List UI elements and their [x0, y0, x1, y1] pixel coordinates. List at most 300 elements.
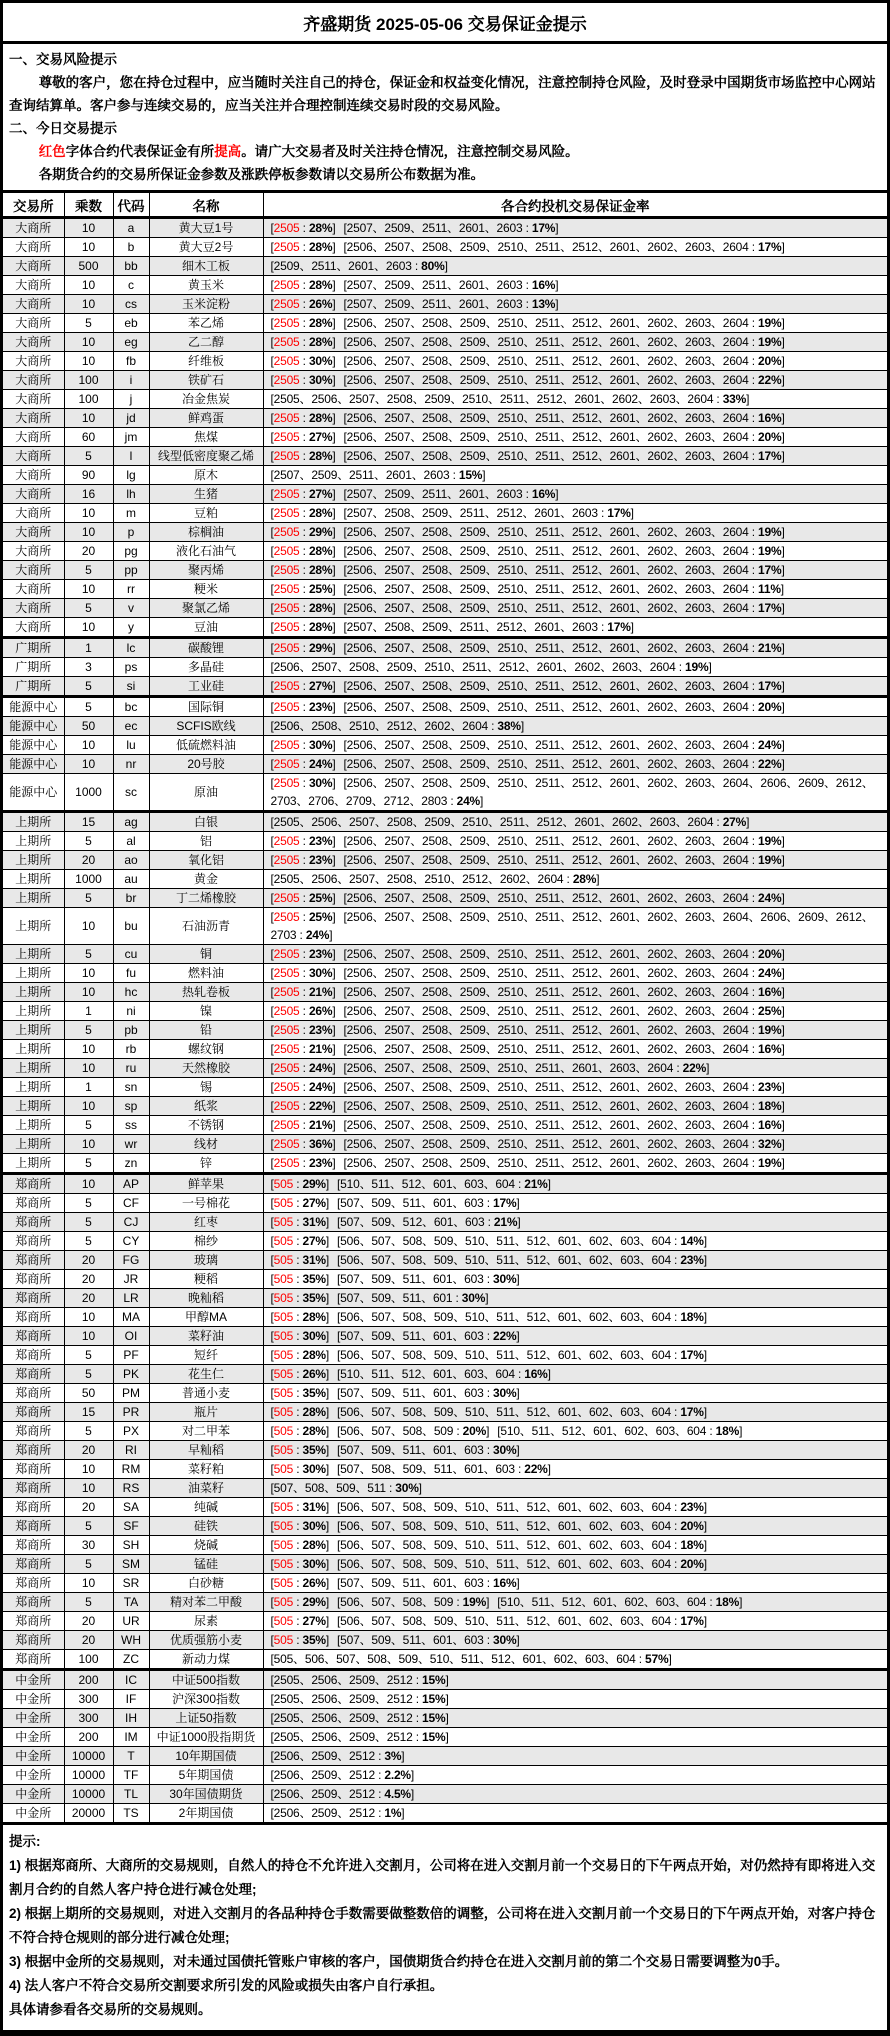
cell-margin-rates [263, 523, 887, 542]
raised-contract-code: 2505 [273, 1137, 300, 1151]
cell-name: SCFIS欧线 [149, 717, 263, 736]
raised-contract-code: 505 [273, 1310, 294, 1324]
margin-percentage: 80% [421, 259, 445, 273]
raised-contract-code: 2505 [273, 1042, 300, 1056]
rate-segment: [505 : 30%] [270, 1329, 330, 1343]
cell-multiplier: 300 [64, 1690, 113, 1709]
cell-code: ps [113, 658, 149, 677]
margin-percentage: 27% [302, 1196, 326, 1210]
table-row [3, 677, 887, 697]
cell-name: 硅铁 [149, 1517, 263, 1536]
rate-segment: [2507、2509、2511、2601、2603 : 17%] [343, 221, 559, 235]
cell-multiplier: 10 [64, 1460, 113, 1479]
red-line-middle: 字体合约代表保证金有所 [65, 144, 215, 159]
rate-segment: [505 : 27%] [270, 1234, 330, 1248]
cell-name: 纸浆 [149, 1097, 263, 1116]
raised-contract-code: 505 [273, 1595, 294, 1609]
rate-segment: [2505 : 28%] [270, 601, 336, 615]
cell-margin-rates [263, 1251, 887, 1270]
rate-segment: [2505 : 29%] [270, 641, 336, 655]
raised-contract-code: 2505 [273, 544, 300, 558]
table-row [3, 1154, 887, 1174]
rate-segment: [2506、2507、2508、2509、2510、2511、2512、2601、2602、2603、2604 : 19%] [343, 853, 785, 867]
table-row [3, 870, 887, 889]
cell-exchange: 大商所 [3, 257, 64, 276]
margin-percentage: 28% [302, 1405, 326, 1419]
page-title: 齐盛期货 2025-05-06 交易保证金提示 [3, 3, 887, 44]
cell-exchange: 郑商所 [3, 1460, 64, 1479]
rate-segment: [2505、2506、2509、2512 : 15%] [270, 1673, 449, 1687]
cell-margin-rates [263, 1517, 887, 1536]
cell-code: TL [113, 1785, 149, 1804]
cell-code: pb [113, 1021, 149, 1040]
cell-margin-rates [263, 870, 887, 889]
table-row [3, 1289, 887, 1308]
margin-percentage: 21% [758, 641, 782, 655]
rate-segment: [2505、2506、2509、2512 : 15%] [270, 1711, 449, 1725]
margin-percentage: 1% [384, 1806, 402, 1820]
cell-multiplier: 5 [64, 447, 113, 466]
rate-segment: [2505 : 27%] [270, 679, 336, 693]
table-row [3, 1116, 887, 1135]
cell-exchange: 大商所 [3, 333, 64, 352]
cell-code: CJ [113, 1213, 149, 1232]
table-row [3, 409, 887, 428]
table-row [3, 717, 887, 736]
margin-percentage: 28% [572, 872, 597, 886]
cell-exchange: 上期所 [3, 1154, 64, 1174]
margin-percentage: 15% [422, 1730, 446, 1744]
margin-percentage: 17% [680, 1405, 704, 1419]
cell-code: ru [113, 1059, 149, 1078]
cell-multiplier: 10 [64, 523, 113, 542]
rate-segment: [507、509、511、601、603 : 30%] [337, 1633, 520, 1647]
cell-margin-rates [263, 889, 887, 908]
cell-exchange: 大商所 [3, 371, 64, 390]
cell-margin-rates [263, 1804, 887, 1824]
margin-percentage: 17% [758, 563, 782, 577]
table-row [3, 1574, 887, 1593]
cell-name: 石油沥青 [149, 908, 263, 945]
cell-exchange: 上期所 [3, 889, 64, 908]
table-row [3, 964, 887, 983]
rate-segment: [2505 : 26%] [270, 297, 336, 311]
rate-segment: [2505 : 23%] [270, 834, 336, 848]
cell-multiplier: 20 [64, 1251, 113, 1270]
cell-multiplier: 10 [64, 218, 113, 238]
cell-margin-rates [263, 580, 887, 599]
margin-percentage: 25% [308, 582, 333, 596]
table-row [3, 1631, 887, 1650]
rate-segment: [2507、2509、2511、2601、2603 : 16%] [343, 487, 559, 501]
cell-code: sc [113, 774, 149, 812]
rate-segment: [507、509、511、601、603 : 30%] [337, 1272, 520, 1286]
cell-exchange: 上期所 [3, 1021, 64, 1040]
cell-multiplier: 50 [64, 1384, 113, 1403]
cell-code: T [113, 1747, 149, 1766]
margin-percentage: 28% [302, 1538, 326, 1552]
margin-percentage: 35% [302, 1291, 326, 1305]
cell-code: si [113, 677, 149, 697]
margin-percentage: 18% [758, 1099, 782, 1113]
rate-segment: [2506、2507、2508、2509、2510、2511、2512、2601、2602、2603、2604 : 25%] [343, 1004, 785, 1018]
cell-code: pp [113, 561, 149, 580]
margin-percentage: 16% [758, 985, 782, 999]
margin-percentage: 18% [715, 1595, 740, 1609]
margin-percentage: 24% [456, 794, 481, 808]
margin-percentage: 26% [308, 297, 333, 311]
cell-exchange: 郑商所 [3, 1422, 64, 1441]
rate-segment: [2505 : 28%] [270, 506, 336, 520]
cell-margin-rates [263, 390, 887, 409]
cell-exchange: 能源中心 [3, 774, 64, 812]
raised-contract-code: 2505 [273, 449, 300, 463]
cell-name: 白银 [149, 812, 263, 832]
rate-segment: [2505 : 28%] [270, 620, 336, 634]
cell-name: 铜 [149, 945, 263, 964]
margin-percentage: 19% [685, 660, 709, 674]
cell-margin-rates [263, 1174, 887, 1194]
rate-segment: [505 : 30%] [270, 1557, 330, 1571]
cell-code: OI [113, 1327, 149, 1346]
cell-name: 焦煤 [149, 428, 263, 447]
cell-code: al [113, 832, 149, 851]
rate-segment: [2505 : 28%] [270, 221, 336, 235]
rate-segment: [2505 : 30%] [270, 966, 336, 980]
cell-multiplier: 10 [64, 295, 113, 314]
cell-code: WH [113, 1631, 149, 1650]
cell-exchange: 能源中心 [3, 736, 64, 755]
margin-percentage: 22% [308, 1099, 333, 1113]
cell-multiplier: 5 [64, 314, 113, 333]
margin-percentage: 23% [308, 853, 333, 867]
cell-exchange: 郑商所 [3, 1441, 64, 1460]
rate-segment: [506、507、508、509、510、511、512、601、602、603、604 : 17%] [337, 1405, 707, 1419]
cell-multiplier: 10 [64, 1059, 113, 1078]
cell-margin-rates [263, 1308, 887, 1327]
cell-name: 粳米 [149, 580, 263, 599]
raised-contract-code: 2505 [273, 985, 300, 999]
cell-code: sp [113, 1097, 149, 1116]
cell-name: 纤维板 [149, 352, 263, 371]
cell-multiplier: 60 [64, 428, 113, 447]
cell-exchange: 能源中心 [3, 755, 64, 774]
margin-percentage: 22% [758, 757, 782, 771]
margin-percentage: 17% [758, 679, 782, 693]
cell-margin-rates [263, 504, 887, 523]
cell-multiplier: 5 [64, 561, 113, 580]
margin-percentage: 30% [308, 966, 333, 980]
table-row [3, 1441, 887, 1460]
rate-segment: [2505 : 23%] [270, 1023, 336, 1037]
rate-segment: [506、507、508、509、510、511、512、601、602、603、604 : 20%] [337, 1519, 707, 1533]
rate-segment: [2506、2507、2508、2509、2510、2511、2512、2601、2602、2603、2604 : 20%] [343, 947, 785, 961]
margin-percentage: 24% [758, 966, 782, 980]
margin-percentage: 19% [758, 853, 782, 867]
cell-exchange: 上期所 [3, 1002, 64, 1021]
cell-code: rr [113, 580, 149, 599]
table-row [3, 1174, 887, 1194]
cell-margin-rates [263, 1670, 887, 1690]
margin-percentage: 26% [302, 1576, 326, 1590]
cell-exchange: 中金所 [3, 1747, 64, 1766]
rate-segment: [2507、2509、2511、2601、2603 : 16%] [343, 278, 559, 292]
margin-percentage: 17% [758, 601, 782, 615]
cell-name: 铅 [149, 1021, 263, 1040]
margin-percentage: 3% [384, 1749, 402, 1763]
margin-percentage: 30% [395, 1481, 419, 1495]
notes-heading: 提示: [9, 1834, 41, 1849]
cell-code: TS [113, 1804, 149, 1824]
margin-percentage: 14% [680, 1234, 704, 1248]
cell-margin-rates [263, 1059, 887, 1078]
rate-segment: [2506、2507、2508、2509、2510、2511、2512、2601、2602、2603、2604 : 17%] [343, 240, 785, 254]
raised-contract-code: 2505 [273, 525, 300, 539]
margin-percentage: 15% [422, 1673, 446, 1687]
cell-exchange: 郑商所 [3, 1574, 64, 1593]
margin-percentage: 21% [524, 1177, 548, 1191]
cell-margin-rates [263, 1536, 887, 1555]
cell-name: 冶金焦炭 [149, 390, 263, 409]
margin-percentage: 33% [722, 392, 747, 406]
margin-percentage: 25% [308, 910, 333, 924]
cell-margin-rates [263, 812, 887, 832]
rate-segment: [2505 : 22%] [270, 1099, 336, 1113]
rate-segment: [2505 : 28%] [270, 563, 336, 577]
table-row [3, 371, 887, 390]
margin-percentage: 20% [758, 947, 782, 961]
rate-segment: [2505 : 28%] [270, 449, 336, 463]
rate-segment: [2505 : 27%] [270, 430, 336, 444]
cell-name: 苯乙烯 [149, 314, 263, 333]
margin-percentage: 23% [308, 1156, 333, 1170]
cell-code: bu [113, 908, 149, 945]
cell-name: 菜籽粕 [149, 1460, 263, 1479]
rate-segment: [2505、2506、2507、2508、2509、2510、2511、2512、2601、2602、2603、2604 : 27%] [270, 815, 750, 829]
cell-margin-rates [263, 333, 887, 352]
cell-exchange: 大商所 [3, 561, 64, 580]
rate-segment: [2506、2508、2510、2512、2602、2604 : 38%] [270, 719, 524, 733]
table-row [3, 276, 887, 295]
raised-contract-code: 505 [273, 1215, 294, 1229]
raised-contract-code: 2505 [273, 373, 300, 387]
rate-segment: [505 : 35%] [270, 1633, 330, 1647]
cell-exchange: 郑商所 [3, 1555, 64, 1574]
margin-percentage: 17% [607, 506, 631, 520]
col-header-multiplier: 乘数 [64, 192, 113, 218]
rate-segment: [2506、2507、2508、2509、2510、2511、2512、2601、2602、2603、2604 : 32%] [343, 1137, 785, 1151]
cell-name: 碳酸锂 [149, 638, 263, 658]
table-row [3, 618, 887, 638]
raised-contract-code: 2505 [273, 947, 300, 961]
cell-code: br [113, 889, 149, 908]
table-row [3, 333, 887, 352]
margin-percentage: 17% [531, 221, 556, 235]
raised-contract-code: 505 [273, 1386, 294, 1400]
raised-contract-code: 2505 [273, 1023, 300, 1037]
margin-percentage: 35% [302, 1633, 326, 1647]
table-header [3, 192, 887, 218]
cell-multiplier: 5 [64, 1194, 113, 1213]
cell-exchange: 上期所 [3, 908, 64, 945]
margin-percentage: 30% [302, 1329, 326, 1343]
raised-contract-code: 2505 [273, 335, 300, 349]
cell-multiplier: 10 [64, 755, 113, 774]
cell-margin-rates [263, 1574, 887, 1593]
rate-segment: [2506、2509、2512 : 1%] [270, 1806, 405, 1820]
cell-exchange: 中金所 [3, 1785, 64, 1804]
cell-multiplier: 100 [64, 1650, 113, 1670]
cell-multiplier: 1 [64, 1078, 113, 1097]
rate-segment: [2507、2509、2511、2601、2603 : 13%] [343, 297, 559, 311]
raised-contract-code: 2505 [273, 620, 300, 634]
rate-segment: [2506、2507、2508、2509、2510、2511、2512、2601、2602、2603、2604 : 17%] [343, 679, 785, 693]
red-line-tail: 。请广大交易者及时关注持仓情况，注意控制交易风险。 [241, 144, 579, 159]
cell-margin-rates [263, 1709, 887, 1728]
cell-margin-rates [263, 658, 887, 677]
rate-segment: [2505 : 23%] [270, 1156, 336, 1170]
cell-code: PR [113, 1403, 149, 1422]
margin-percentage: 17% [680, 1614, 704, 1628]
cell-exchange: 中金所 [3, 1670, 64, 1690]
cell-margin-rates [263, 1078, 887, 1097]
table-row [3, 1346, 887, 1365]
margin-percentage: 30% [493, 1633, 517, 1647]
cell-margin-rates [263, 1479, 887, 1498]
rate-segment: [2505 : 25%] [270, 910, 336, 924]
cell-code: ss [113, 1116, 149, 1135]
table-row [3, 945, 887, 964]
raised-contract-code: 505 [273, 1253, 294, 1267]
cell-name: 原油 [149, 774, 263, 812]
cell-name: 豆油 [149, 618, 263, 638]
cell-name: 棉纱 [149, 1232, 263, 1251]
margin-percentage: 23% [308, 947, 333, 961]
raised-contract-code: 2505 [273, 1004, 300, 1018]
cell-name: 普通小麦 [149, 1384, 263, 1403]
cell-margin-rates [263, 409, 887, 428]
raised-contract-code: 2505 [273, 853, 300, 867]
rate-segment: [505 : 27%] [270, 1614, 330, 1628]
table-row [3, 295, 887, 314]
table-row [3, 1709, 887, 1728]
table-row [3, 1690, 887, 1709]
cell-multiplier: 15 [64, 1403, 113, 1422]
cell-code: eg [113, 333, 149, 352]
cell-name: 新动力煤 [149, 1650, 263, 1670]
cell-name: 优质强筋小麦 [149, 1631, 263, 1650]
raised-contract-code: 2505 [273, 966, 300, 980]
cell-multiplier: 10 [64, 1174, 113, 1194]
rate-segment: [510、511、512、601、602、603、604 : 18%] [497, 1424, 743, 1438]
rate-segment: [2505 : 26%] [270, 1004, 336, 1018]
cell-name: 氧化铝 [149, 851, 263, 870]
raised-contract-code: 505 [273, 1424, 294, 1438]
cell-multiplier: 5 [64, 677, 113, 697]
cell-multiplier: 10000 [64, 1747, 113, 1766]
red-highlight-line [9, 140, 881, 163]
rate-segment: [505 : 30%] [270, 1462, 330, 1476]
cell-exchange: 能源中心 [3, 717, 64, 736]
cell-margin-rates [263, 295, 887, 314]
cell-multiplier: 10 [64, 1327, 113, 1346]
rate-segment: [505 : 35%] [270, 1443, 330, 1457]
cell-code: l [113, 447, 149, 466]
rate-segment: [2507、2509、2511、2601、2603 : 15%] [270, 468, 486, 482]
rate-segment: [2506、2507、2508、2509、2510、2511、2512、2601、2602、2603、2604 : 16%] [343, 985, 785, 999]
table-row [3, 1384, 887, 1403]
margin-percentage: 28% [308, 335, 333, 349]
cell-margin-rates [263, 599, 887, 618]
table-row [3, 1308, 887, 1327]
cell-exchange: 郑商所 [3, 1650, 64, 1670]
table-row [3, 755, 887, 774]
cell-name: 一号棉花 [149, 1194, 263, 1213]
margin-percentage: 19% [758, 544, 782, 558]
rate-segment: [505 : 28%] [270, 1405, 330, 1419]
table-row [3, 638, 887, 658]
cell-margin-rates [263, 736, 887, 755]
cell-exchange: 郑商所 [3, 1327, 64, 1346]
cell-margin-rates [263, 561, 887, 580]
cell-margin-rates [263, 428, 887, 447]
cell-code: TF [113, 1766, 149, 1785]
rate-segment: [2506、2507、2508、2509、2510、2511、2512、2601、2602、2603、2604 : 19%] [270, 660, 712, 674]
table-row [3, 832, 887, 851]
cell-exchange: 上期所 [3, 1078, 64, 1097]
rate-segment: [2505 : 30%] [270, 373, 336, 387]
margin-percentage: 38% [497, 719, 521, 733]
cell-name: 甲醇MA [149, 1308, 263, 1327]
cell-name: 沪深300指数 [149, 1690, 263, 1709]
table-row [3, 599, 887, 618]
rate-segment: [2506、2507、2508、2509、2510、2511、2512、2601、2602、2603、2604 : 20%] [343, 354, 785, 368]
rate-segment: [505 : 28%] [270, 1310, 330, 1324]
margin-percentage: 24% [305, 928, 330, 942]
margin-percentage: 30% [308, 373, 333, 387]
cell-margin-rates [263, 677, 887, 697]
table-row [3, 428, 887, 447]
rate-segment: [2505 : 24%] [270, 757, 336, 771]
margin-percentage: 24% [308, 1061, 333, 1075]
table-row [3, 1021, 887, 1040]
cell-margin-rates [263, 257, 887, 276]
margin-percentage: 22% [682, 1061, 707, 1075]
cell-multiplier: 300 [64, 1709, 113, 1728]
rate-segment: [2505 : 25%] [270, 582, 336, 596]
margin-percentage: 21% [308, 1042, 333, 1056]
cell-name: 铁矿石 [149, 371, 263, 390]
cell-margin-rates [263, 774, 887, 812]
rate-segment: [2505 : 29%] [270, 525, 336, 539]
cell-multiplier: 5 [64, 697, 113, 717]
cell-code: eb [113, 314, 149, 333]
cell-code: y [113, 618, 149, 638]
cell-exchange: 大商所 [3, 295, 64, 314]
margin-percentage: 15% [422, 1692, 446, 1706]
rate-segment: [506、507、508、509、510、511、512、601、602、603、604 : 17%] [337, 1614, 707, 1628]
cell-name: 棕榈油 [149, 523, 263, 542]
rate-segment: [505 : 26%] [270, 1576, 330, 1590]
margin-percentage: 28% [308, 544, 333, 558]
cell-multiplier: 5 [64, 1365, 113, 1384]
cell-code: nr [113, 755, 149, 774]
raised-contract-code: 2505 [273, 1118, 300, 1132]
cell-exchange: 中金所 [3, 1728, 64, 1747]
risk-section-heading: 一、交易风险提示 [9, 52, 117, 67]
cell-margin-rates [263, 276, 887, 295]
cell-code: AP [113, 1174, 149, 1194]
